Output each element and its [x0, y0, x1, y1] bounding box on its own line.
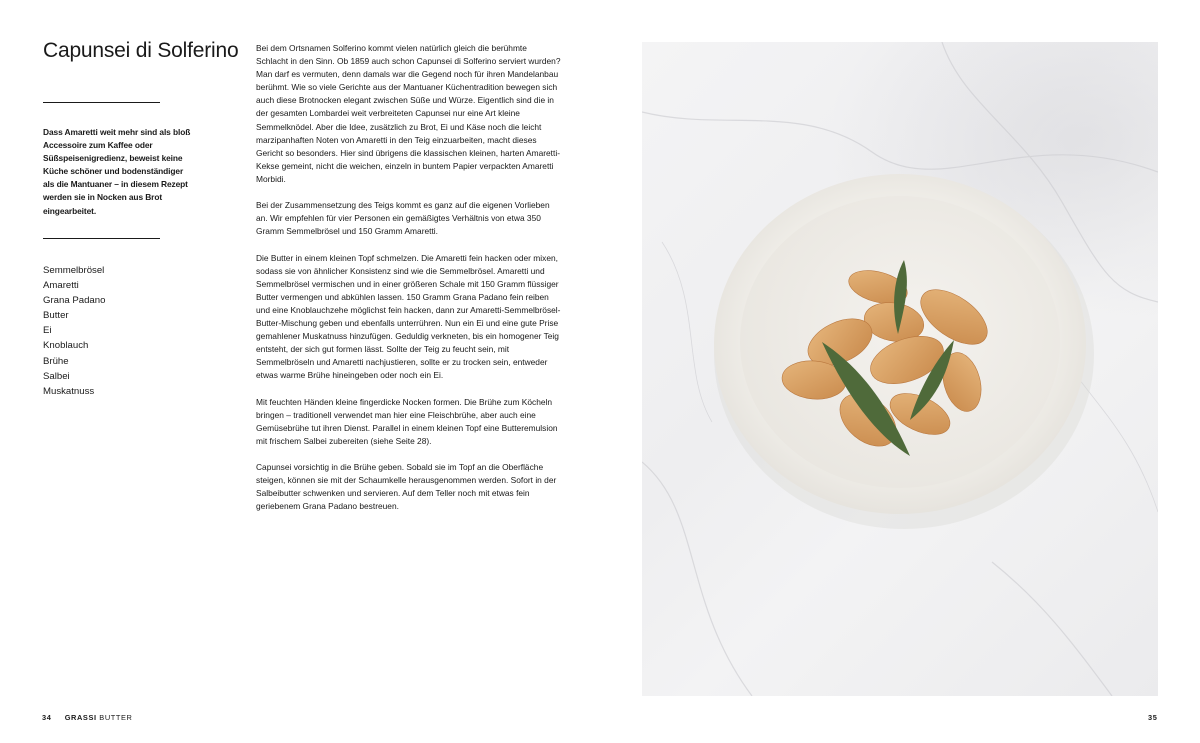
dish-illustration — [642, 42, 1158, 696]
ingredient-item: Semmelbrösel — [43, 265, 105, 276]
footer-brand: GRASSI — [64, 713, 97, 722]
footer-book-title: BUTTER — [99, 713, 133, 722]
recipe-intro: Dass Amaretti weit mehr sind als bloß Accessoire zum Kaffee oder Süßspeisenigredienz, beweist keine Küche schöner und bodenständiger als die Mantuaner – in diesem Rezept werden sie in Nocken aus Brot eingearbeitet. — [43, 127, 191, 216]
ingredient-item: Ei — [43, 325, 52, 337]
ingredient-item: Amaretti — [43, 280, 79, 292]
left-footer — [42, 713, 132, 722]
body-paragraph: Die Butter in einem kleinen Topf schmelzen. Die Amaretti fein hacken oder mixen, sodass sie von ähnlicher Konsistenz sind wie die Semmelbrösel. Amaretti und Semmelbrösel vermischen und in einer größeren Schale mit 150 Gramm flüssiger Butter vermengen und abkühlen lassen. 150 Gramm Grana Padano fein reiben und eine Knoblauchzehe möglichst fein hacken, dann zur Amaretti-Semmelbrösel-Butter-Mischung geben und ebenfalls unterrühren. Nun ein Ei und eine gute Prise gemahlener Muskatnuss hinzufügen. Geduldig verkneten, bis ein homogener Teig entsteht, der sich gut formen lässt. Sollte der Teig zu feucht sein, mit Semmelbröseln und Amaretti nachjustieren, sollte er zu trocken sein, entweder etwas warme Brühe hineingeben oder noch ein Ei. — [256, 252, 561, 381]
recipe-title: Capunsei di Solferino — [43, 39, 239, 62]
ingredient-item: Knoblauch — [43, 340, 89, 352]
right-page-number: 35 — [1148, 713, 1158, 722]
ingredient-item: Salbei — [43, 370, 70, 382]
ingredient-item: Brühe — [43, 355, 69, 367]
body-paragraph: Capunsei vorsichtig in die Brühe geben. Sobald sie im Topf an die Oberfläche steigen, können sie mit der Schaumkelle herausgenommen werden. Sofort in der Salbeibutter schwenken und servieren. Auf dem Teller noch mit etwas fein geriebenem Grana Padano bestreuen. — [256, 462, 557, 512]
title-divider — [43, 102, 160, 103]
body-paragraph: Mit feuchten Händen kleine fingerdicke Nocken formen. Die Brühe zum Köcheln bringen – traditionell verwendet man hier eine Fleischbrühe, aber auch eine Gemüsebrühe tut ihren Dienst. Parallel in einem kleinen Topf eine Butteremulsion mit frischem Salbei zubereiten (siehe Seite 28). — [256, 396, 558, 446]
intro-divider — [43, 238, 160, 239]
ingredient-list — [43, 263, 105, 399]
ingredient-item: Butter — [43, 310, 69, 322]
body-paragraph: Bei dem Ortsnamen Solferino kommt vielen natürlich gleich die berühmte Schlacht in den Sinn. Ob 1859 auch schon Capunsei di Solferino serviert wurden? Man darf es vermuten, denn damals war die Gegend noch für ihren Mandelanbau berühmt. Wie so viele Gerichte aus der Mantuaner Küchentradition bewegen sich auch diese Brotnocken elegant zwischen Süße und Würze. Eigentlich sind die in der gesamten Lombardei weit verbreiteten Capunsei nur eine Art kleine Semmelknödel. Aber die Idee, zusätzlich zu Brot, Ei und Käse noch die leicht marzipanhaften Noten von Amaretti in den Teig einzuarbeiten, macht dieses Gericht so besonders. Hier sind übrigens die klassischen kleinen, harten Amaretti-Kekse gemeint, nicht die weichen, einzeln in buntem Papier verpackten Amaretti Morbidi. — [256, 43, 561, 184]
dish-photo — [642, 42, 1158, 696]
ingredient-item: Muskatnuss — [43, 385, 95, 397]
recipe-body — [256, 42, 561, 526]
body-paragraph: Bei der Zusammensetzung des Teigs kommt es ganz auf die eigenen Vorlieben an. Wir empfehlen für vier Personen ein gemäßigtes Verhältnis von etwa 350 Gramm Semmelbrösel und 150 Gramm Amaretti. — [256, 200, 550, 237]
left-page-number: 34 — [42, 713, 52, 722]
ingredient-item: Grana Padano — [43, 295, 106, 307]
